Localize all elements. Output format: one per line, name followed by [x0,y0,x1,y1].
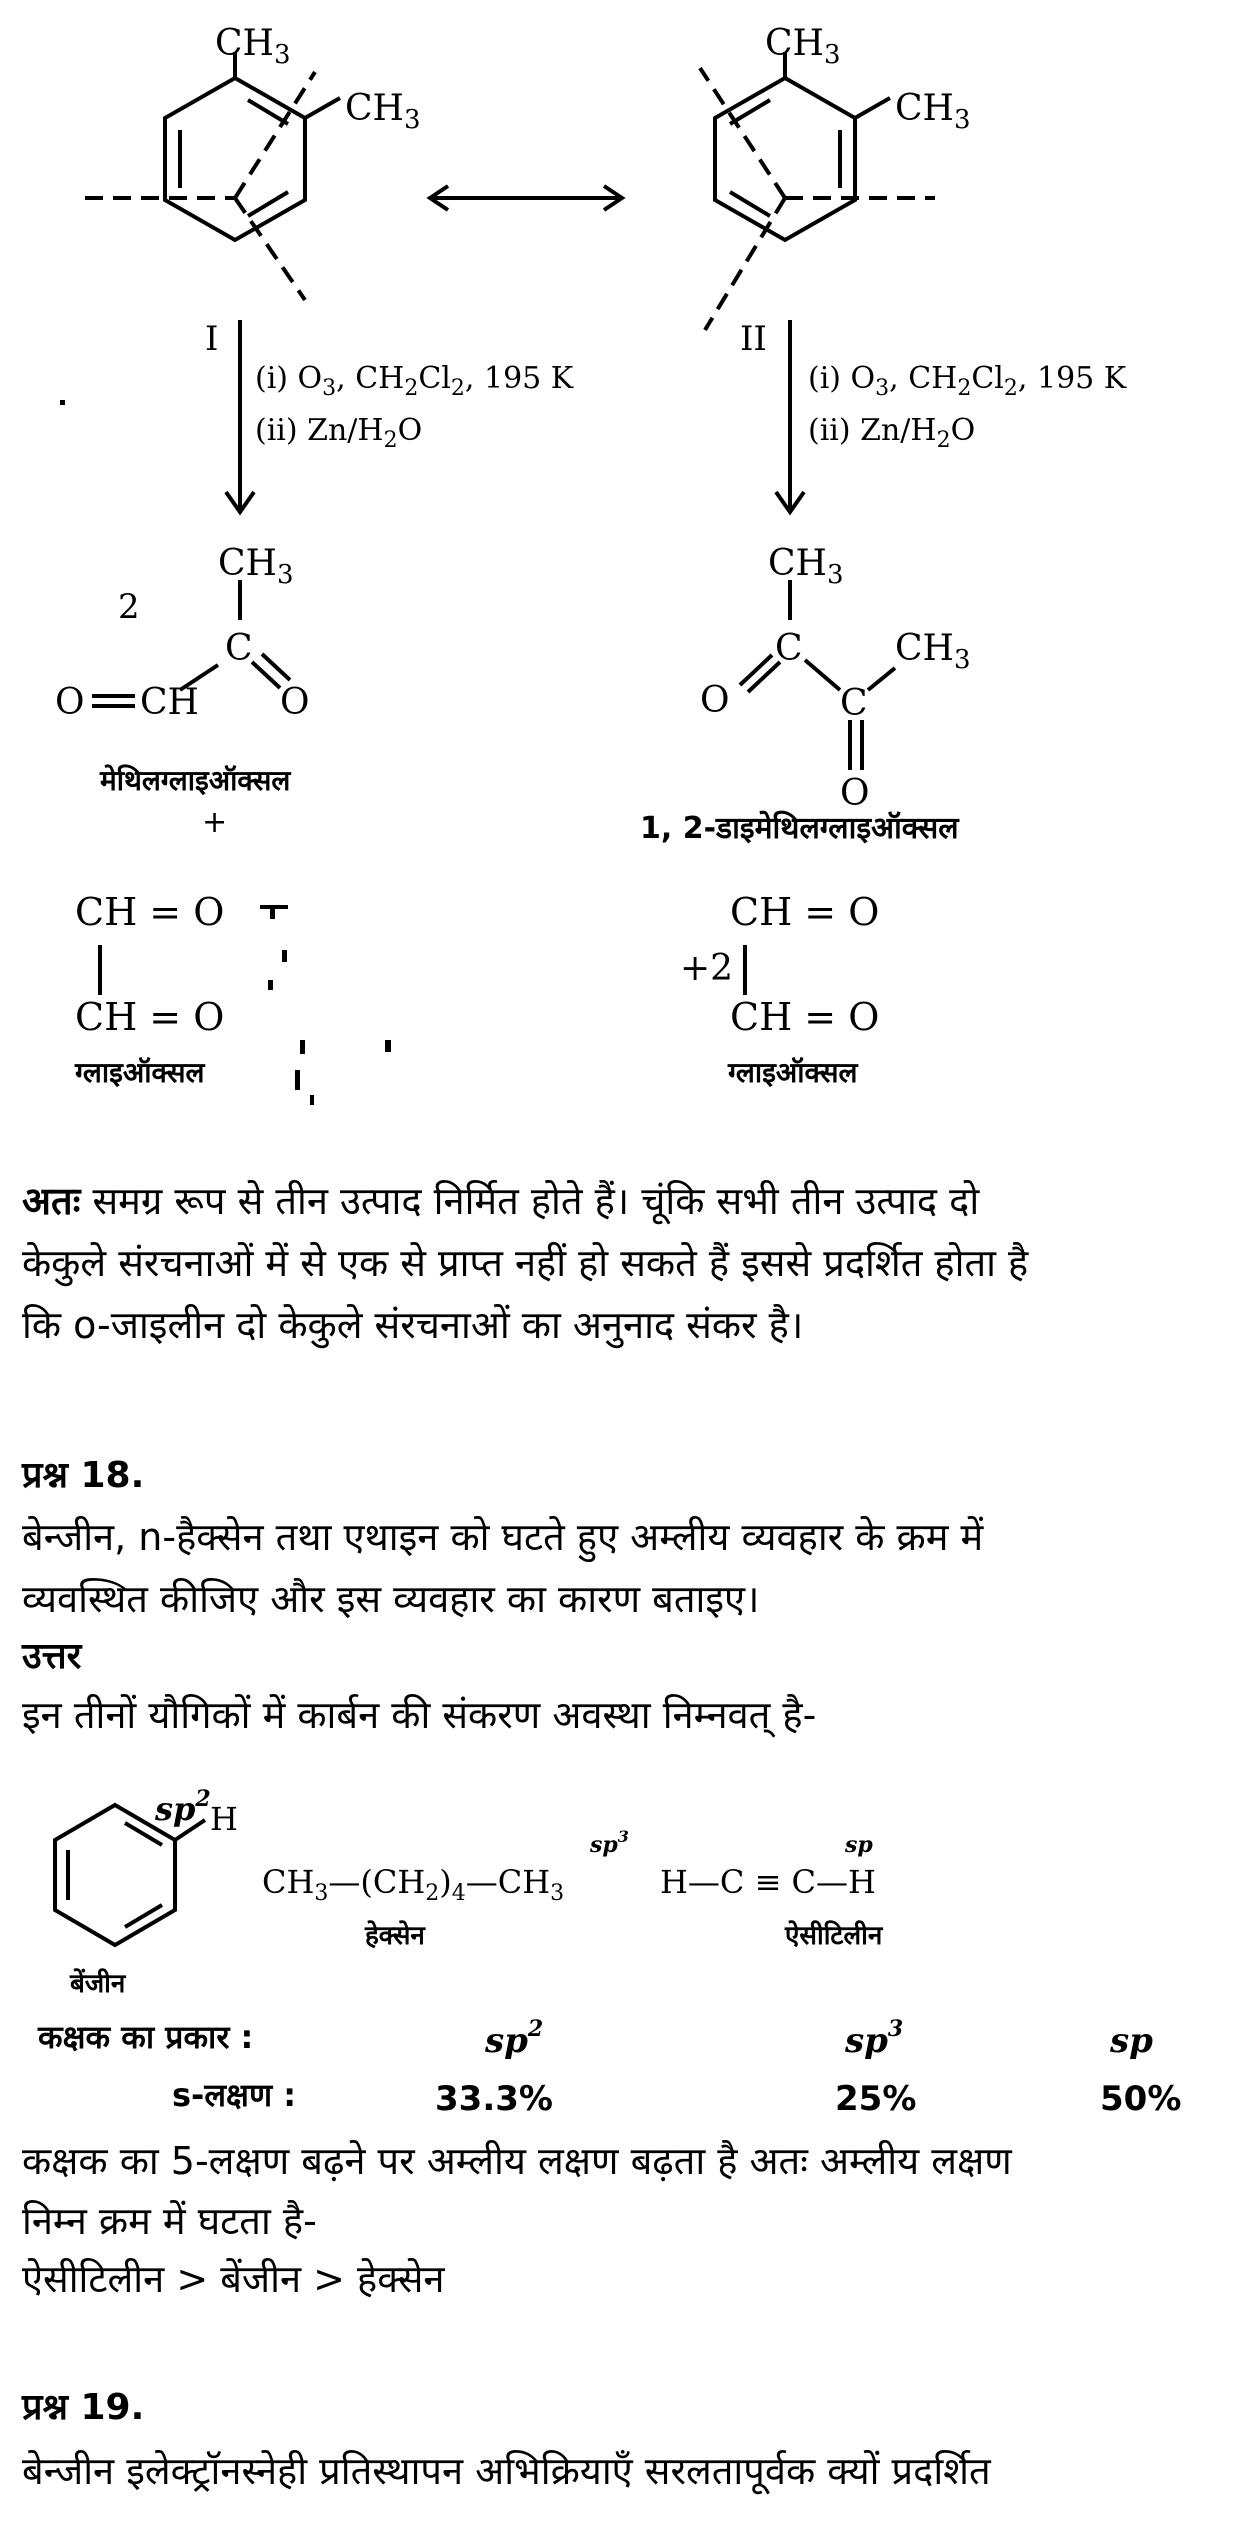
s-character-hexane: 25% [835,2079,917,2119]
label-II: II [740,319,767,359]
acetylene-name: ऐसीटिलीन [785,1921,883,1951]
dmg-ch3-right: $CH_3$ [895,628,971,675]
plus: + [202,805,228,840]
dmg-ch3-top: $CH_3$ [768,543,844,590]
mg-o-left: O [55,682,85,723]
orbital-type-sp2: $sp^2$ [485,2016,544,2061]
question-18-heading: प्रश्न 18. [22,1455,145,1496]
dmg-c1: C [775,628,803,669]
answer-heading: उत्तर [22,1636,82,1677]
ch3-top-I: $CH_3$ [215,23,291,70]
gly-right-2: CH = O [730,995,880,1039]
s-character-acetylene: 50% [1100,2079,1182,2119]
mg-c: C [225,628,253,669]
question-18-line-2: व्यवस्थित कीजिए और इस व्यवहार का कारण बताइए। [22,1577,760,1621]
acidity-line-2: निम्न क्रम में घटता है- [22,2199,317,2243]
mg-name: मेथिलग्लाइऑक्सल [100,764,291,797]
label-I: I [205,319,219,359]
ch3-right-II: $CH_3$ [895,88,971,135]
conclusion-line-3: कि o-जाइलीन दो केकुले संरचनाओं का अनुनाद संकर है। [22,1303,804,1347]
mg-o-right: O [280,682,310,723]
dmg-o-left: O [700,680,730,721]
ozonolysis-figure [0,0,1241,1120]
orbital-type-label: कक्षक का प्रकार : [38,2018,254,2056]
answer-line-1: इन तीनों यौगिकों में कार्बन की संकरण अवस्था निम्नवत् है- [22,1693,817,1737]
mg-ch: CH [140,682,199,723]
gly-left-1: CH = O [75,890,225,934]
question-19 [22,2376,1222,2502]
dmg-name: 1, 2-डाइमेथिलग्लाइऑक्सल [640,811,959,846]
question-18 [22,1446,1222,1746]
orbital-type-sp3: $sp^3$ [845,2016,904,2061]
benzene-h: H [210,1800,238,1838]
reagent-right-1: (i) $O_3$, $CH_2Cl_2$, 195 K [808,361,1127,401]
benzene-name: बेंजीन [70,1969,126,1999]
coef-2: 2 [118,587,140,627]
reagent-right-2: (ii) $Zn/H_2O$ [808,413,976,453]
orbital-type-sp: sp [1110,2021,1153,2061]
hexane-formula: $CH_3—(CH_2)_4—CH_3$ [262,1863,565,1906]
gly-right-coef: +2 [680,948,734,989]
acetylene-formula: H—C ≡ C—H [660,1863,876,1901]
question-19-line-1: बेन्जीन इलेक्ट्रॉनस्नेही प्रतिस्थापन अभिक्रियाएँ सरलतापूर्वक क्यों प्रदर्शित [22,2449,991,2493]
benzene-ring-I [165,78,305,240]
hexane-sp3: $sp^3$ [590,1827,629,1858]
gly-right-1: CH = O [730,890,880,934]
dmg-c2: C [840,683,868,724]
acetylene-sp: sp [845,1832,873,1858]
ch3-right-I: $CH_3$ [345,88,421,135]
acidity-paragraph [22,2130,1222,2308]
s-character-label: s-लक्षण : [172,2076,297,2114]
gly-left-2: CH = O [75,995,225,1039]
hexane-name: हेक्सेन [365,1921,425,1951]
conclusion-lead: अतः [22,1179,81,1223]
conclusion-paragraph [22,1170,1222,1356]
acidity-order: ऐसीटिलीन > बेंजीन > हेक्सेन [22,2257,445,2301]
gly-right-name: ग्लाइऑक्सल [728,1056,858,1089]
reagent-left-2: (ii) $Zn/H_2O$ [255,413,423,453]
ch3-top-II: $CH_3$ [765,23,841,70]
question-19-heading: प्रश्न 19. [22,2387,145,2428]
benzene-sp2: $sp^2$ [155,1786,211,1828]
benzene-ring [55,1805,175,1945]
conclusion-line-1: अतः समग्र रूप से तीन उत्पाद निर्मित होते हैं। चूंकि सभी तीन उत्पाद दो [22,1179,980,1223]
benzene-ring-II [715,78,855,240]
conclusion-line-2: केकुले संरचनाओं में से एक से प्राप्त नहीं हो सकते हैं इससे प्रदर्शित होता है [22,1241,1029,1285]
s-character-benzene: 33.3% [435,2079,553,2119]
acidity-line-1: कक्षक का 5-लक्षण बढ़ने पर अम्लीय लक्षण बढ़ता है अतः अम्लीय लक्षण [22,2139,1012,2183]
gly-left-name: ग्लाइऑक्सल [75,1056,205,1089]
dmg-o-bottom: O [840,773,870,814]
question-18-line-1: बेन्जीन, n-हैक्सेन तथा एथाइन को घटते हुए अम्लीय व्यवहार के क्रम में [22,1515,984,1559]
reagent-left-1: (i) $O_3$, $CH_2Cl_2$, 195 K [255,361,574,401]
mg-ch3: $CH_3$ [218,543,294,590]
